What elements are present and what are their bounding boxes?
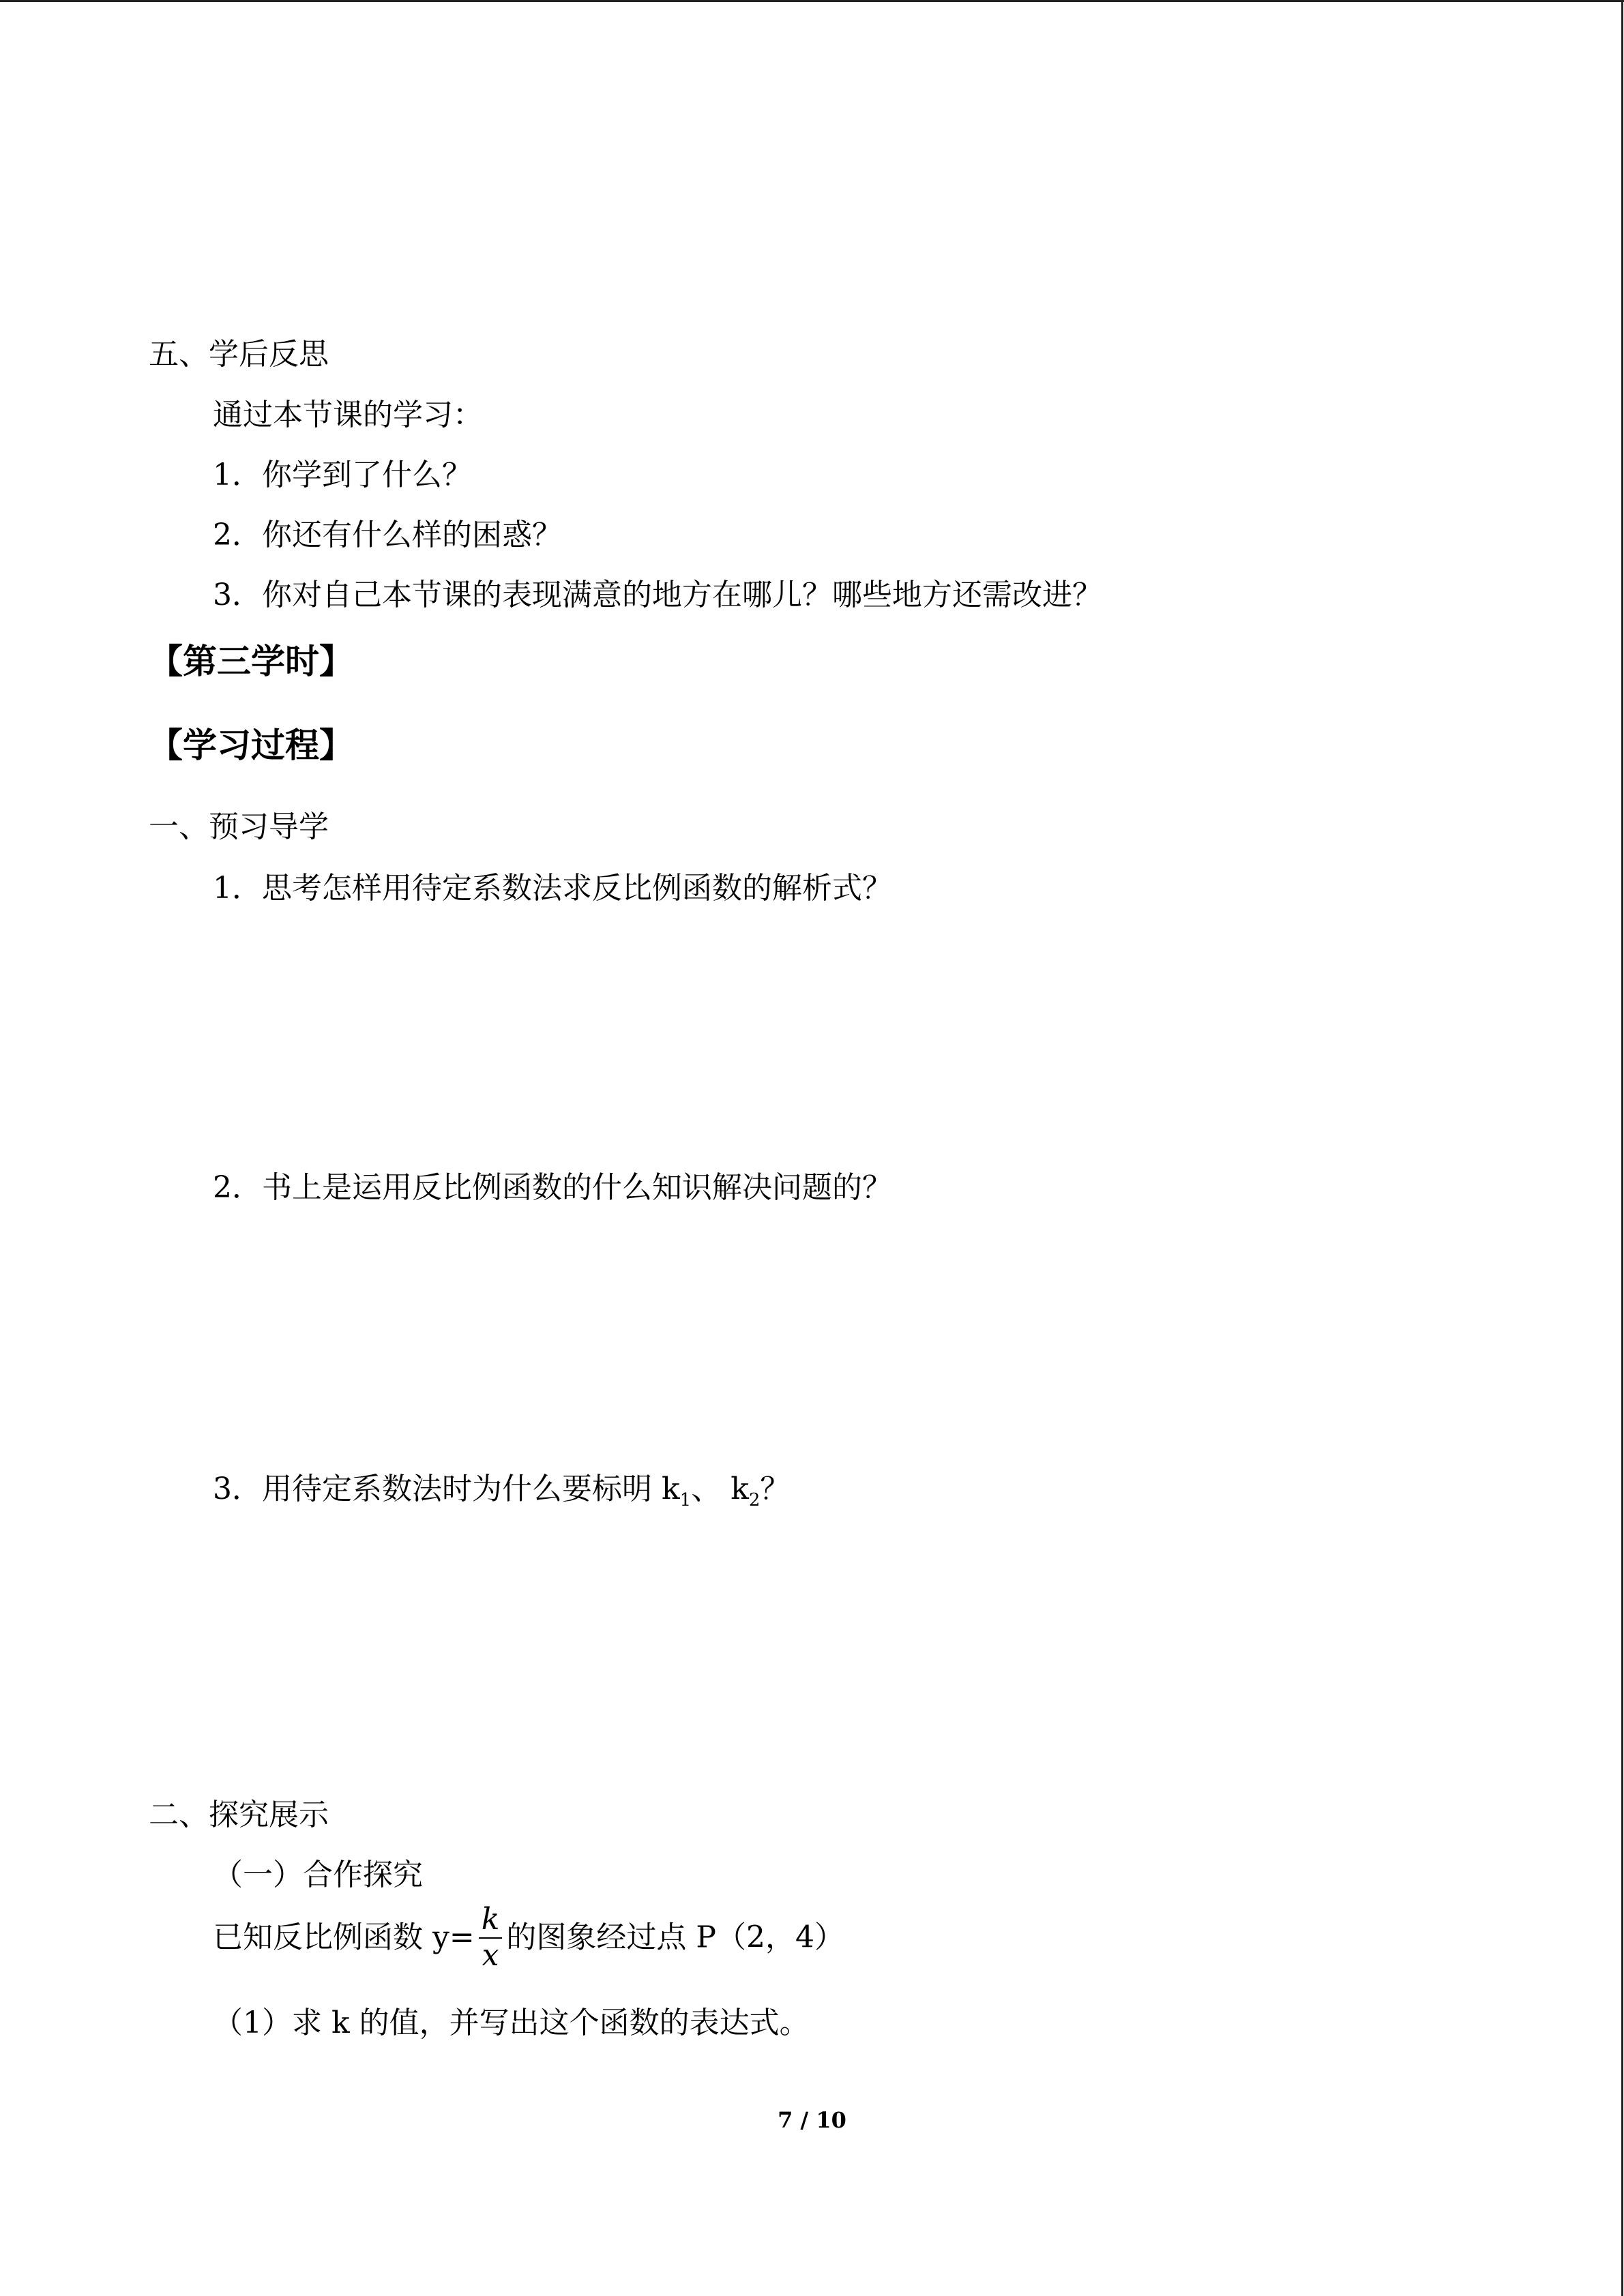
process-heading: 【学习过程】 — [149, 726, 353, 765]
q3-subscript-1: 1 — [679, 1490, 692, 1510]
right-border-rule — [1621, 0, 1623, 2296]
section5-title: 五、学后反思 — [149, 337, 329, 372]
top-border-rule — [0, 0, 1624, 2]
task-1: （1）求 k 的值，并写出这个函数的表达式。 — [213, 2006, 810, 2040]
q3-prefix: 3．用待定系数法时为什么要标明 k — [213, 1472, 680, 1506]
fraction-denominator: x — [482, 1937, 499, 1973]
part2-subtitle: （一）合作探究 — [213, 1858, 423, 1892]
q3-subscript-2: 2 — [748, 1490, 761, 1510]
section5-intro: 通过本节课的学习： — [213, 398, 483, 432]
fraction-k-over-x — [479, 1903, 503, 1973]
q3-suffix: ？ — [760, 1472, 791, 1506]
preview-question-2: 2．书上是运用反比例函数的什么知识解决问题的？ — [213, 1170, 892, 1205]
reflection-item-3: 3．你对自己本节课的表现满意的地方在哪儿？哪些地方还需改进？ — [213, 578, 1102, 612]
preview-question-1: 1．思考怎样用待定系数法求反比例函数的解析式？ — [213, 871, 892, 906]
reflection-item-1: 1．你学到了什么？ — [213, 458, 472, 492]
fraction-numerator: k — [479, 1903, 503, 1939]
q3-mid: 、 k — [691, 1472, 749, 1506]
problem-statement — [213, 1903, 844, 1973]
problem-prefix: 已知反比例函数 y= — [213, 1920, 475, 1955]
lesson-heading: 【第三学时】 — [149, 642, 353, 681]
reflection-item-2: 2．你还有什么样的困惑？ — [213, 518, 562, 552]
part2-title: 二、探究展示 — [149, 1798, 329, 1832]
problem-suffix: 的图象经过点 P（2，4） — [506, 1920, 844, 1955]
page-number: 7 / 10 — [778, 2107, 846, 2133]
part1-title: 一、预习导学 — [149, 809, 329, 844]
preview-question-3 — [213, 1474, 790, 1509]
